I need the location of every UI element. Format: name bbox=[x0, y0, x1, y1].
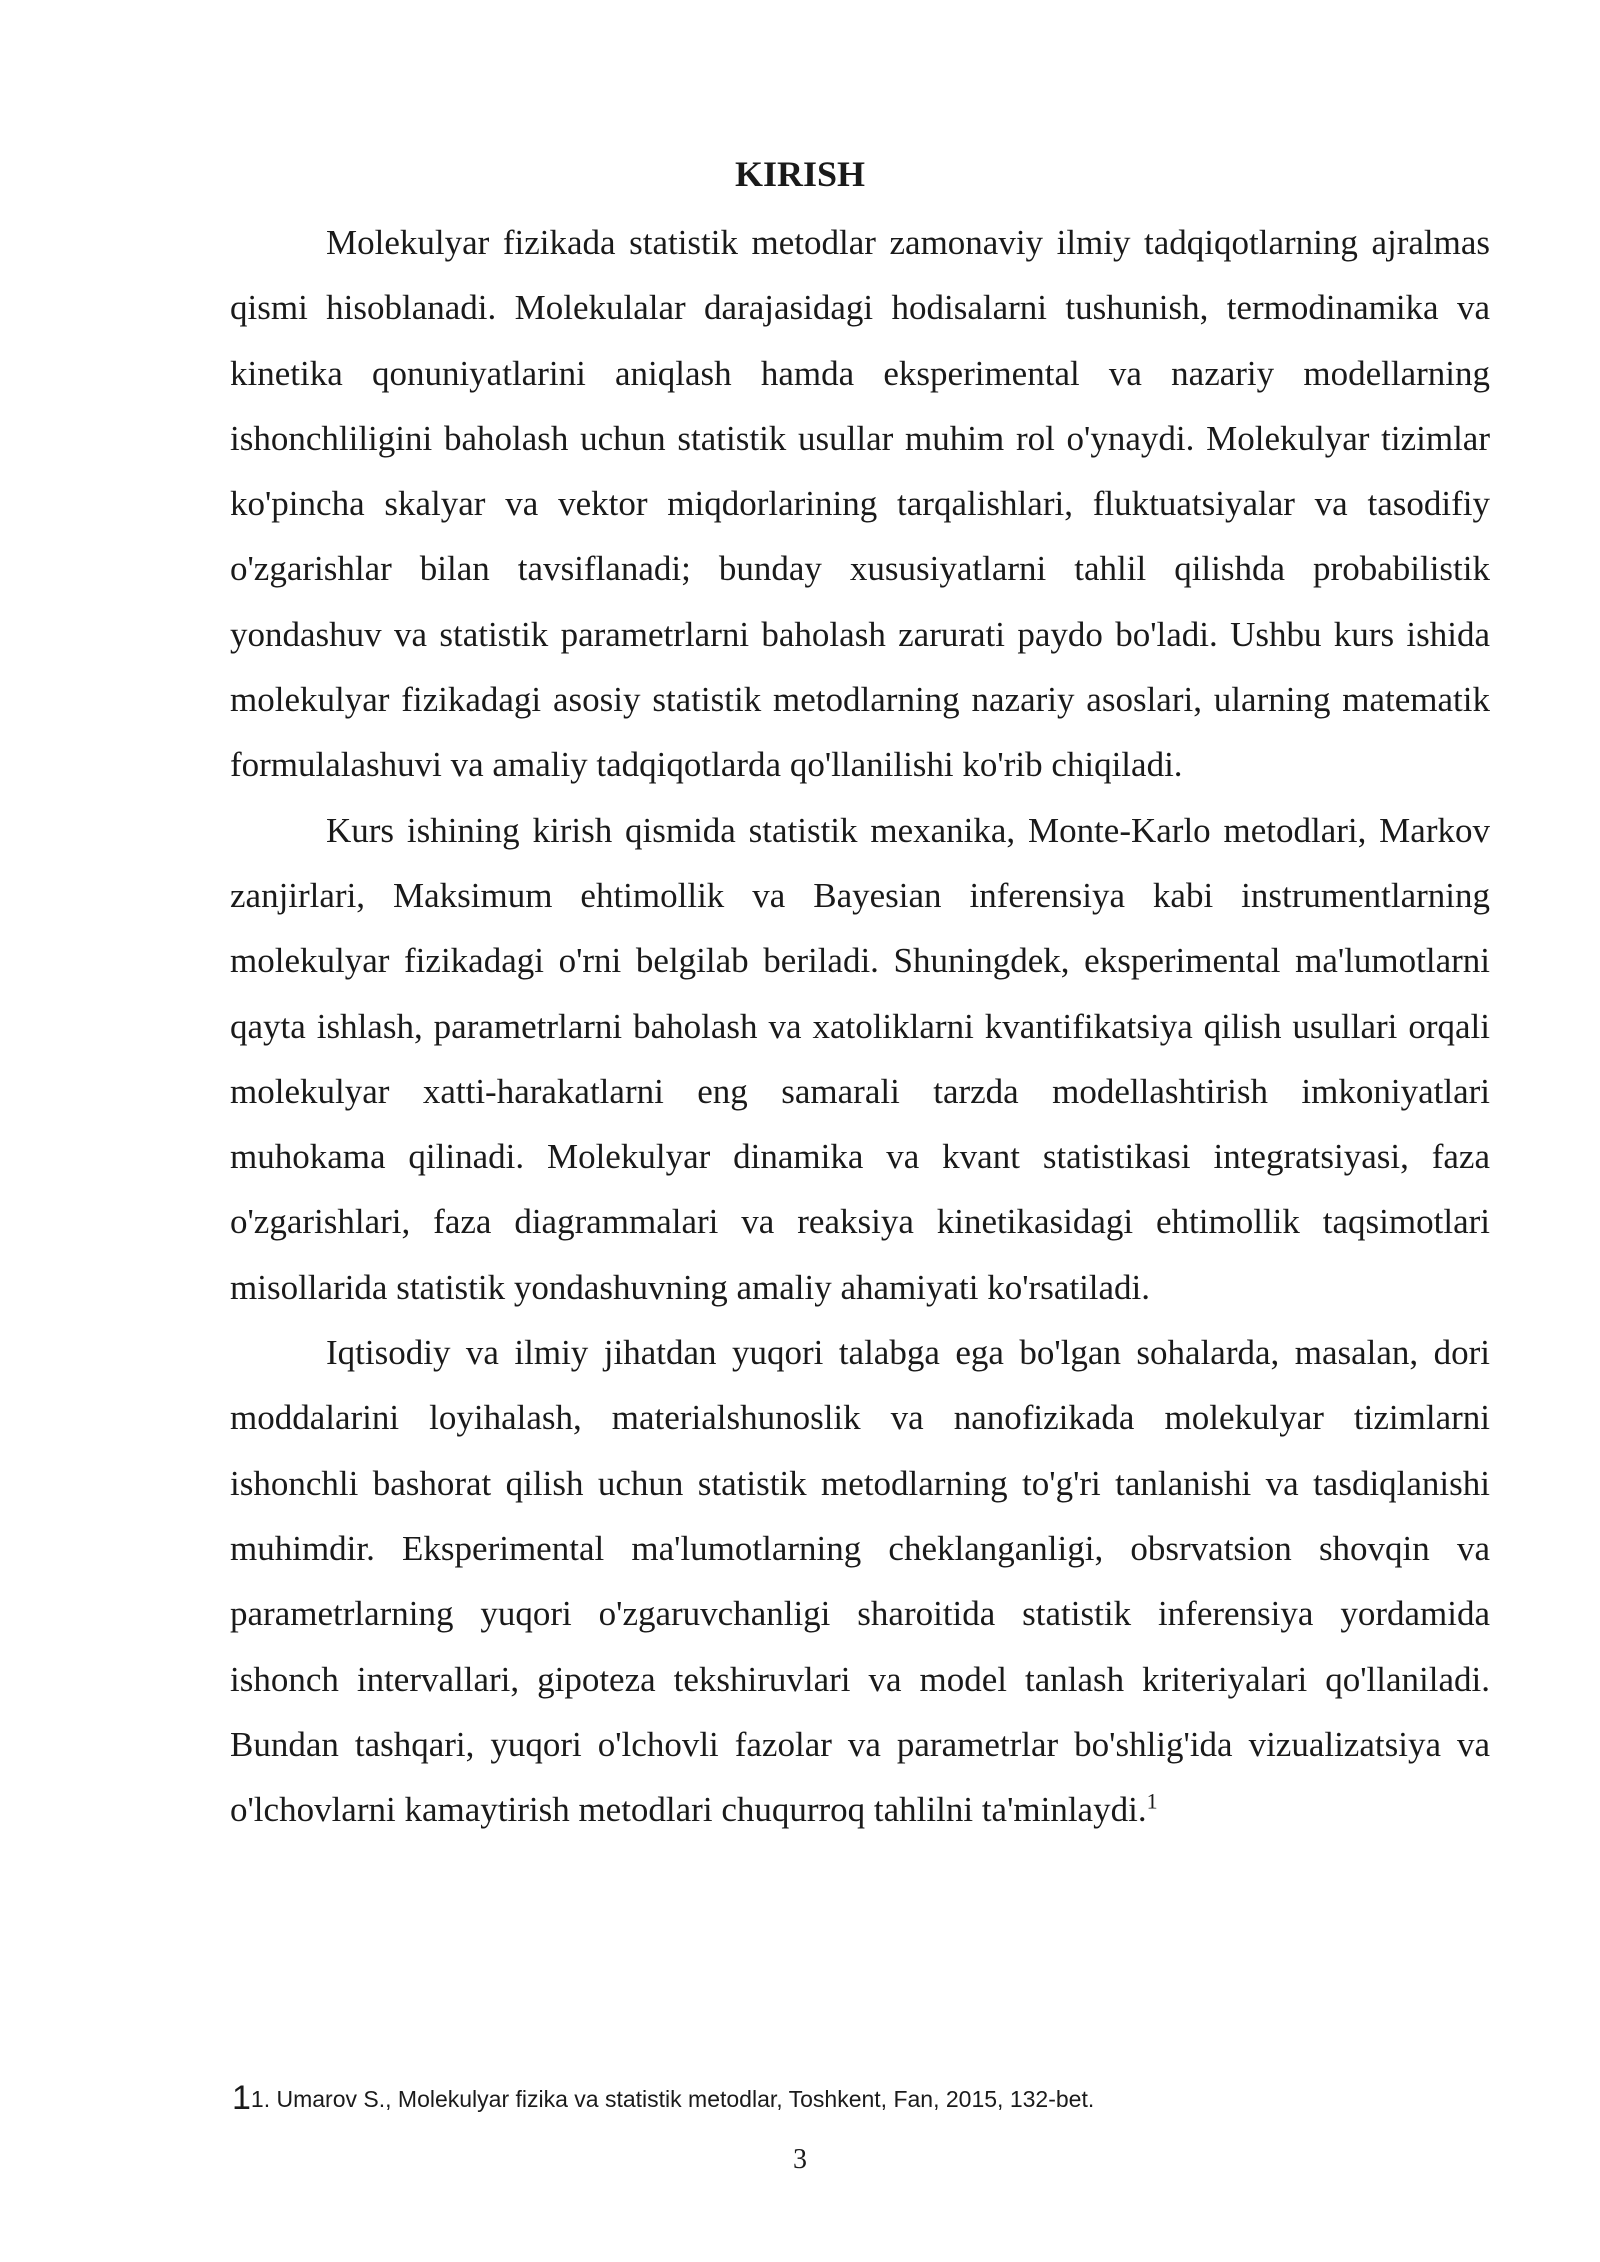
footnote-text: 1. Umarov S., Molekulyar fizika va statistik metodlar, Toshkent, Fan, 2015, 132-bet. bbox=[250, 2086, 1095, 2112]
paragraph-2 bbox=[230, 798, 1490, 1320]
footnote-reference[interactable]: 1 bbox=[1146, 1788, 1158, 1814]
paragraph-3-text: Iqtisodiy va ilmiy jihatdan yuqori talabga ega bo'lgan sohalarda, masalan, dori moddalarini loyihalash, materialshunoslik va nanofizikada molekulyar tizimlarni ishonchli bashorat qilish uchun statistik metodlarning to'g'ri tanlanishi va tasdiqlanishi muhimdir. Eksperimental ma'lumotlarning cheklanganligi, obsrvatsion shovqin va parametrlarning yuqori o'zgaruvchanligi sharoitida statistik inferensiya yordamida ishonch intervallari, gipoteza tekshiruvlari va model tanlash kriteriyalari qo'llaniladi. Bundan tashqari, yuqori o'lchovli fazolar va parametrlar bo'shlig'ida vizualizatsiya va o'lchovlarni kamaytirish metodlari chuqurroq tahlilni ta'minlaydi. bbox=[230, 1333, 1490, 1830]
body-text bbox=[230, 210, 1490, 1842]
section-title: KIRISH bbox=[734, 154, 866, 194]
footnote bbox=[232, 2080, 1492, 2117]
paragraph-3 bbox=[230, 1320, 1490, 1842]
paragraph-1 bbox=[230, 210, 1490, 798]
paragraph-1-text: Molekulyar fizikada statistik metodlar zamonaviy ilmiy tadqiqotlarning ajralmas qismi hisoblanadi. Molekulalar darajasidagi hodisalarni tushunish, termodinamika va kinetika qonuniyatlarini aniqlash hamda eksperimental va nazariy modellarning ishonchliligini baholash uchun statistik usullar muhim rol o'ynaydi. Molekulyar tizimlar ko'pincha skalyar va vektor miqdorlarining tarqalishlari, fluktuatsiyalar va tasodifiy o'zgarishlar bilan tavsiflanadi; bunday xususiyatlarni tahlil qilishda probabilistik yondashuv va statistik parametrlarni baholash zarurati paydo bo'ladi. Ushbu kurs ishida molekulyar fizikadagi asosiy statistik metodlarning nazariy asoslari, ularning matematik formulalashuvi va amaliy tadqiqotlarda qo'llanilishi ko'rib chiqiladi. bbox=[230, 223, 1490, 785]
paragraph-2-text: Kurs ishining kirish qismida statistik mexanika, Monte-Karlo metodlari, Markov zanjirlari, Maksimum ehtimollik va Bayesian inferensiya kabi instrumentlarning molekulyar fizikadagi o'rni belgilab beriladi. Shuningdek, eksperimental ma'lumotlarni qayta ishlash, parametrlarni baholash va xatoliklarni kvantifikatsiya qilish usullari orqali molekulyar xatti-harakatlarni eng samarali tarzda modellashtirish imkoniyatlari muhokama qilinadi. Molekulyar dinamika va kvant statistikasi integratsiyasi, faza o'zgarishlari, faza diagrammalari va reaksiya kinetikasidagi ehtimollik taqsimotlari misollarida statistik yondashuvning amaliy ahamiyati ko'rsatiladi. bbox=[230, 810, 1490, 1307]
footnote-mark: 1 bbox=[232, 2079, 251, 2117]
page-number: 3 bbox=[793, 2144, 807, 2175]
